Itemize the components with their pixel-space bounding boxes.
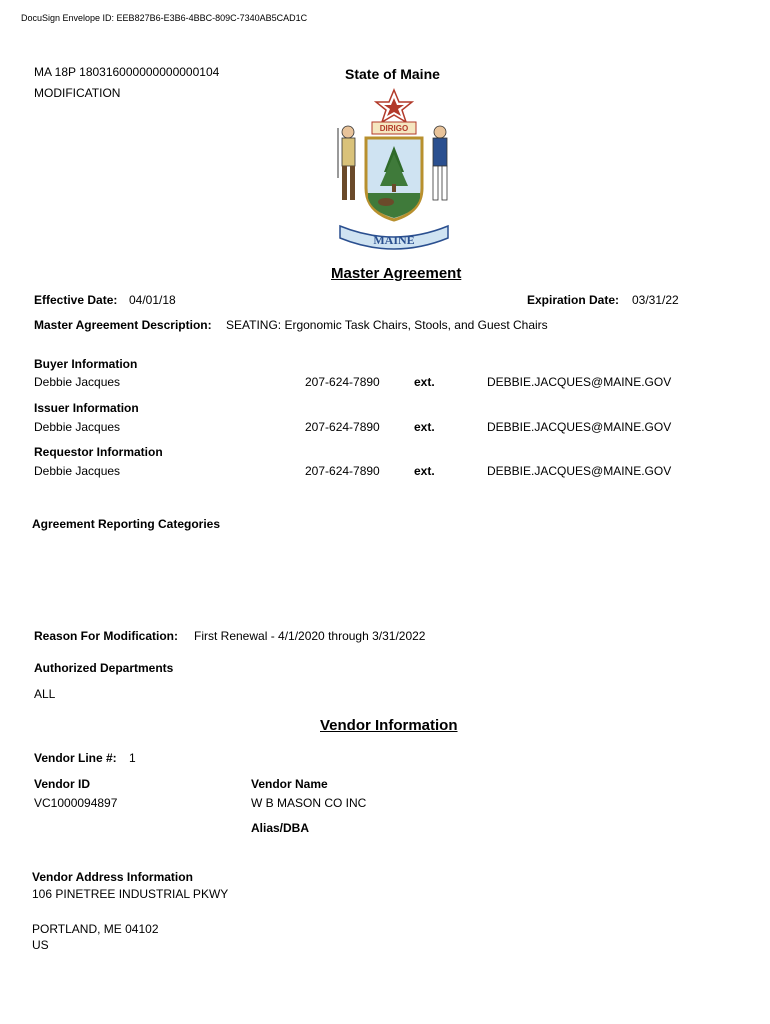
contact-phone: 207-624-7890 [305,375,380,389]
vendor-address-country: US [32,938,49,952]
contact-label: Issuer Information [34,401,139,415]
reporting-categories-label: Agreement Reporting Categories [32,517,221,531]
authorized-departments-label: Authorized Departments [34,661,174,675]
vendor-line-value: 1 [129,751,136,765]
contact-name: Debbie Jacques [34,420,121,434]
document-type: MODIFICATION [34,86,121,100]
alias-dba-label: Alias/DBA [251,821,310,835]
contact-phone: 207-624-7890 [305,464,380,478]
contact-label: Requestor Information [34,445,163,459]
contact-name: Debbie Jacques [34,375,121,389]
contact-ext: ext. [414,420,435,434]
description-value: SEATING: Ergonomic Task Chairs, Stools, and Guest Chairs [226,318,548,332]
vendor-information-title: Vendor Information [320,717,458,734]
contact-email: DEBBIE.JACQUES@MAINE.GOV [487,375,672,389]
vendor-id-value: VC1000094897 [34,796,118,810]
state-title: State of Maine [345,66,440,82]
contact-phone: 207-624-7890 [305,420,380,434]
contact-ext: ext. [414,464,435,478]
seal-state-name: MAINE [373,233,415,247]
modification-reason-label: Reason For Modification: [34,629,178,643]
expiration-date-value: 03/31/22 [632,293,679,307]
contact-ext: ext. [414,375,435,389]
master-agreement-title: Master Agreement [331,265,462,282]
contact-email: DEBBIE.JACQUES@MAINE.GOV [487,464,672,478]
contract-number: MA 18P 180316000000000000104 [34,65,220,79]
effective-date-label: Effective Date: [34,293,118,307]
contact-label: Buyer Information [34,357,138,371]
expiration-date-label: Expiration Date: [527,293,620,307]
vendor-address-label: Vendor Address Information [32,870,193,884]
authorized-departments-value: ALL [34,687,56,701]
envelope-id: DocuSign Envelope ID: EEB827B6-E3B6-4BBC-809C-7340AB5CAD1C [21,13,308,23]
vendor-id-label: Vendor ID [34,777,91,791]
effective-date-value: 04/01/18 [129,293,176,307]
contact-name: Debbie Jacques [34,464,121,478]
vendor-name-value: W B MASON CO INC [251,796,367,810]
modification-reason-value: First Renewal - 4/1/2020 through 3/31/2022 [194,629,426,643]
seal-motto: DIRIGO [379,124,409,133]
contact-email: DEBBIE.JACQUES@MAINE.GOV [487,420,672,434]
state-seal-icon [330,88,458,258]
vendor-line-label: Vendor Line #: [34,751,117,765]
vendor-name-label: Vendor Name [251,777,328,791]
vendor-address-city: PORTLAND, ME 04102 [32,922,159,936]
vendor-address-line1: 106 PINETREE INDUSTRIAL PKWY [32,887,229,901]
description-label: Master Agreement Description: [34,318,212,332]
